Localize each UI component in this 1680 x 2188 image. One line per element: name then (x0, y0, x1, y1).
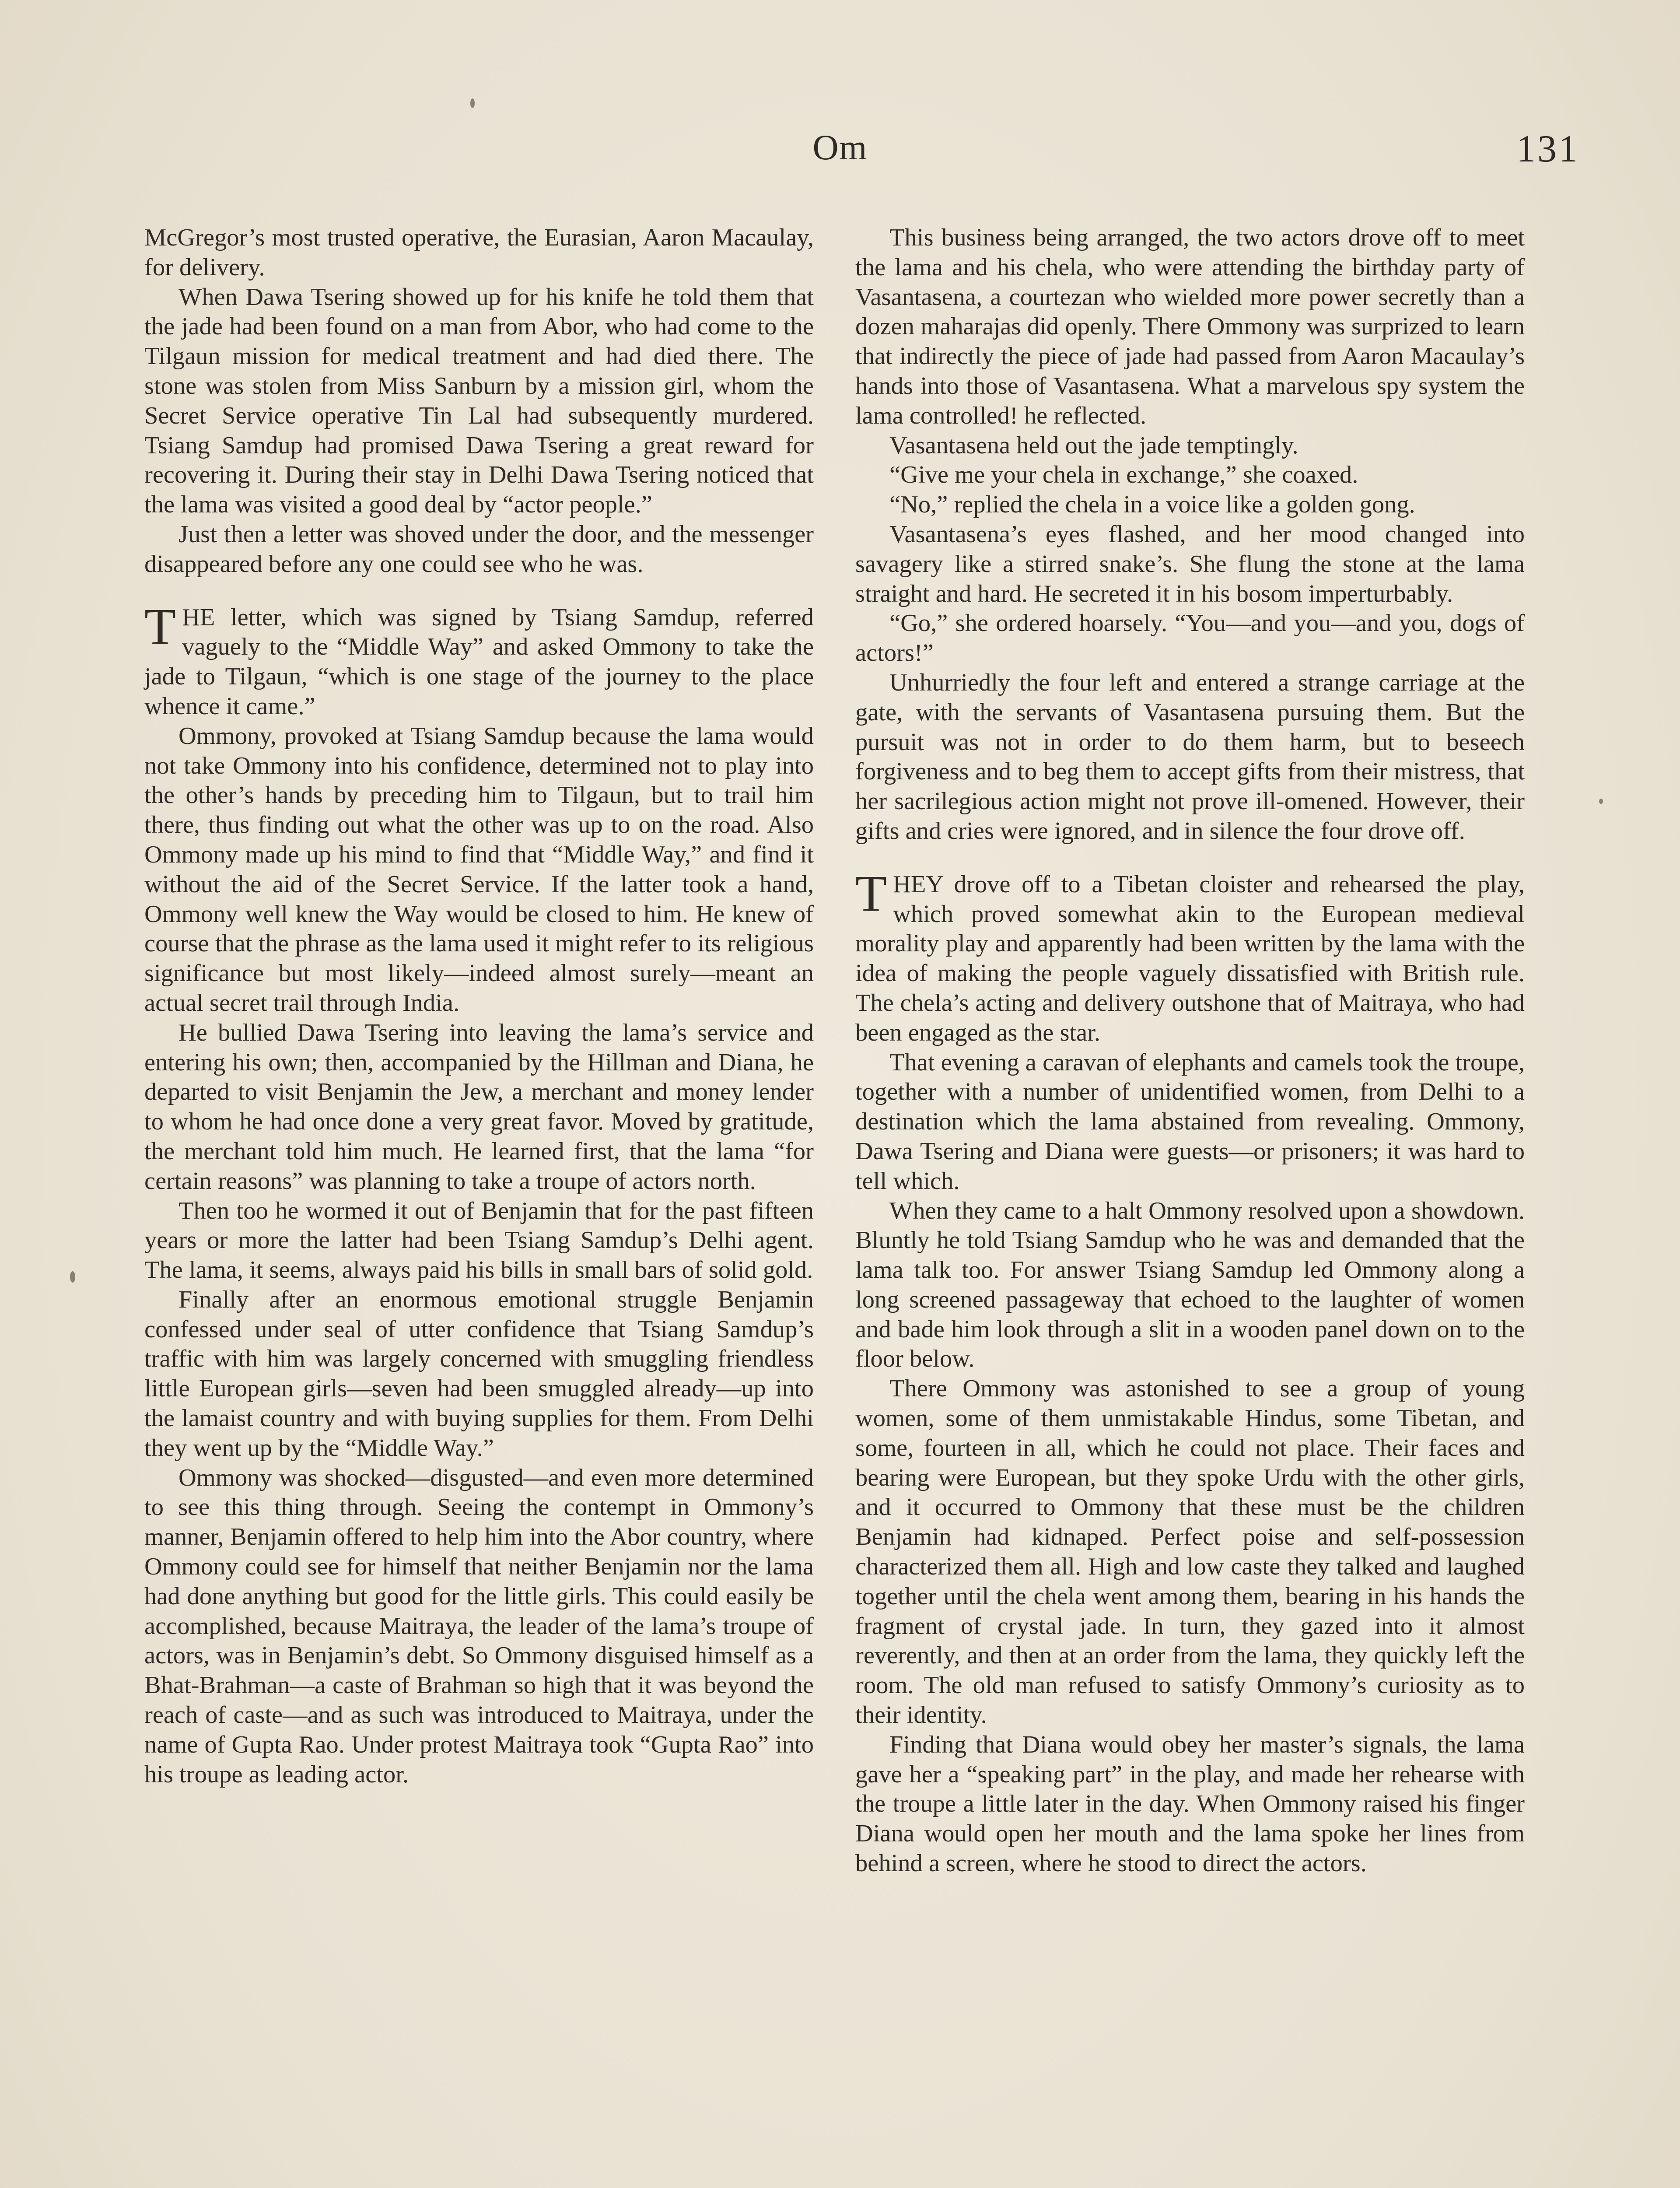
paragraph: This business being arranged, the two actors drove off to meet the lama and his chela, who were attending the birthday party of Vasantasena, a courtezan who wielded more power secretly than a dozen maharajas did openly. There Ommony was surprized to learn that indirectly the piece of jade had passed from Aaron Macaulay’s hands into those of Vasantasena. What a marvelous spy system the lama controlled! he reflected. (855, 224, 1525, 429)
paragraph: When Dawa Tsering showed up for his knife he told them that the jade had been found on a man from Abor, who had come to the Tilgaun mission for medical treatment and had died there. The stone was stolen from Miss Sanburn by a mission girl, whom the Secret Service operative Tin Lal had subsequently murdered. Tsiang Samdup had promised Dawa Tsering a great reward for recovering it. During their stay in Delhi Dawa Tsering noticed that the lama was visited a good deal by “actor people.” (144, 283, 814, 519)
paragraph: “No,” replied the chela in a voice like a golden gong. (889, 491, 1415, 519)
left-column (144, 223, 814, 1789)
drop-cap: T (144, 597, 176, 655)
drop-cap: T (855, 864, 887, 922)
paragraph-text: HE letter, which was signed by Tsiang Samdup, referred vaguely to the “Middle Way” and asked Ommony to take the jade to Tilgaun, “which is one stage of the journey to the place whence it came.” (144, 603, 814, 720)
section-paragraph (855, 864, 1525, 1048)
paper-speck (1599, 799, 1603, 804)
paragraph: “Go,” she ordered hoarsely. “You—and you—and you, dogs of actors!” (855, 610, 1525, 667)
paragraph: There Ommony was astonished to see a group of young women, some of them unmistakable Hindus, some Tibetan, and some, fourteen in all, which he could not place. Their faces and bearing were European, but they spoke Urdu with the other girls, and it occurred to Ommony that these must be the children Benjamin had kidnaped. Perfect poise and self-possession characterized them all. High and low caste they talked and laughed together until the chela went among them, bearing in his hands the fragment of crystal jade. In turn, they gazed into it almost reverently, and then at an order from the lama, they quickly left the room. The old man refused to satisfy Ommony’s curiosity as to their identity. (855, 1375, 1525, 1729)
paragraph: Then too he wormed it out of Benjamin that for the past fifteen years or more the latter had been Tsiang Samdup’s Delhi agent. The lama, it seems, always paid his bills in small bars of solid gold. (144, 1197, 814, 1284)
paragraph: When they came to a halt Ommony resolved upon a showdown. Bluntly he told Tsiang Samdup who he was and demanded that the lama talk too. For answer Tsiang Samdup led Ommony along a long screened passageway that echoed to the laughter of women and bade him look through a slit in a wooden panel down on to the floor below. (855, 1197, 1525, 1373)
paragraph: Vasantasena’s eyes flashed, and her mood changed into savagery like a stirred snake’s. She flung the stone at the lama straight and hard. He secreted it in his bosom imperturbably. (855, 520, 1525, 607)
paragraph: Ommony was shocked—disgusted—and even more determined to see this thing through. Seeing the contempt in Ommony’s manner, Benjamin offered to help him into the Abor country, where Ommony could see for himself that neither Benjamin nor the lama had done anything but good for the little girls. This could easily be accomplished, because Maitraya, the leader of the lama’s troupe of actors, was in Benjamin’s debt. So Ommony disguised himself as a Bhat-Brahman—a caste of Brahman so high that it was beyond the reach of caste—and as such was introduced to Maitraya, under the name of Gupta Rao. Under protest Maitraya took “Gupta Rao” into his troupe as leading actor. (144, 1464, 814, 1788)
paragraph-text: HEY drove off to a Tibetan cloister and rehearsed the play, which proved somewhat akin to the European medieval morality play and apparently had been written by the lama with the idea of making the people vaguely dissatisfied with British rule. The chela’s acting and delivery outshone that of Maitraya, who had been engaged as the star. (855, 870, 1525, 1046)
paragraph: That evening a caravan of elephants and camels took the troupe, together with a number of unidentified women, from Delhi to a destination which the lama abstained from revealing. Ommony, Dawa Tsering and Diana were guests—or prisoners; it was hard to tell which. (855, 1048, 1525, 1195)
paragraph: Finally after an enormous emotional struggle Benjamin confessed under seal of utter confidence that Tsiang Samdup’s traffic with him was largely concerned with smuggling friendless little European girls—seven had been smuggled already—up into the lamaist country and with buying supplies for them. From Delhi they went up by the “Middle Way.” (144, 1286, 814, 1462)
paper-speck (470, 98, 475, 108)
paragraph: Unhurriedly the four left and entered a strange carriage at the gate, with the servants of Vasantasena pursuing them. But the pursuit was not in order to do them harm, but to beseech forgiveness and to beg them to accept gifts from their mistress, that her sacrilegious action might not prove ill-omened. However, their gifts and cries were ignored, and in silence the four drove off. (855, 669, 1525, 845)
paragraph: Vasantasena held out the jade temptingly. (889, 431, 1298, 459)
section-paragraph (144, 597, 814, 722)
paragraph: Finding that Diana would obey her master’s signals, the lama gave her a “speaking part” in the play, and made her rehearse with the troupe a little later in the day. When Ommony raised his finger Diana would open her mouth and the lama spoke her lines from behind a screen, where he stood to direct the actors. (855, 1731, 1525, 1877)
paper-speck (70, 1271, 75, 1283)
paragraph: Ommony, provoked at Tsiang Samdup because the lama would not take Ommony into his confidence, determined not to play into the other’s hands by preceding him to Tilgaun, but to trail him there, thus finding out what the other was up to on the road. Also Ommony made up his mind to find that “Middle Way,” and find it without the aid of the Secret Service. If the latter took a hand, Ommony well knew the Way would be closed to him. He knew of course that the phrase as the lama used it might refer to its religious significance but most likely—indeed almost surely—meant an actual secret trail through India. (144, 722, 814, 1017)
paragraph: McGregor’s most trusted operative, the Eurasian, Aaron Macaulay, for delivery. (144, 224, 814, 281)
right-column (855, 223, 1525, 1879)
paragraph: “Give me your chela in exchange,” she coaxed. (889, 461, 1358, 489)
paragraph: He bullied Dawa Tsering into leaving the lama’s service and entering his own; then, accompanied by the Hillman and Diana, he departed to visit Benjamin the Jew, a merchant and money lender to whom he had once done a very great favor. Moved by gratitude, the merchant told him much. He learned first, that the lama “for certain reasons” was planning to take a troupe of actors north. (144, 1019, 814, 1195)
paragraph: Just then a letter was shoved under the door, and the messenger disappeared before any one could see who he was. (144, 520, 814, 578)
page-number: 131 (1516, 128, 1579, 170)
running-head-title: Om (812, 127, 868, 167)
